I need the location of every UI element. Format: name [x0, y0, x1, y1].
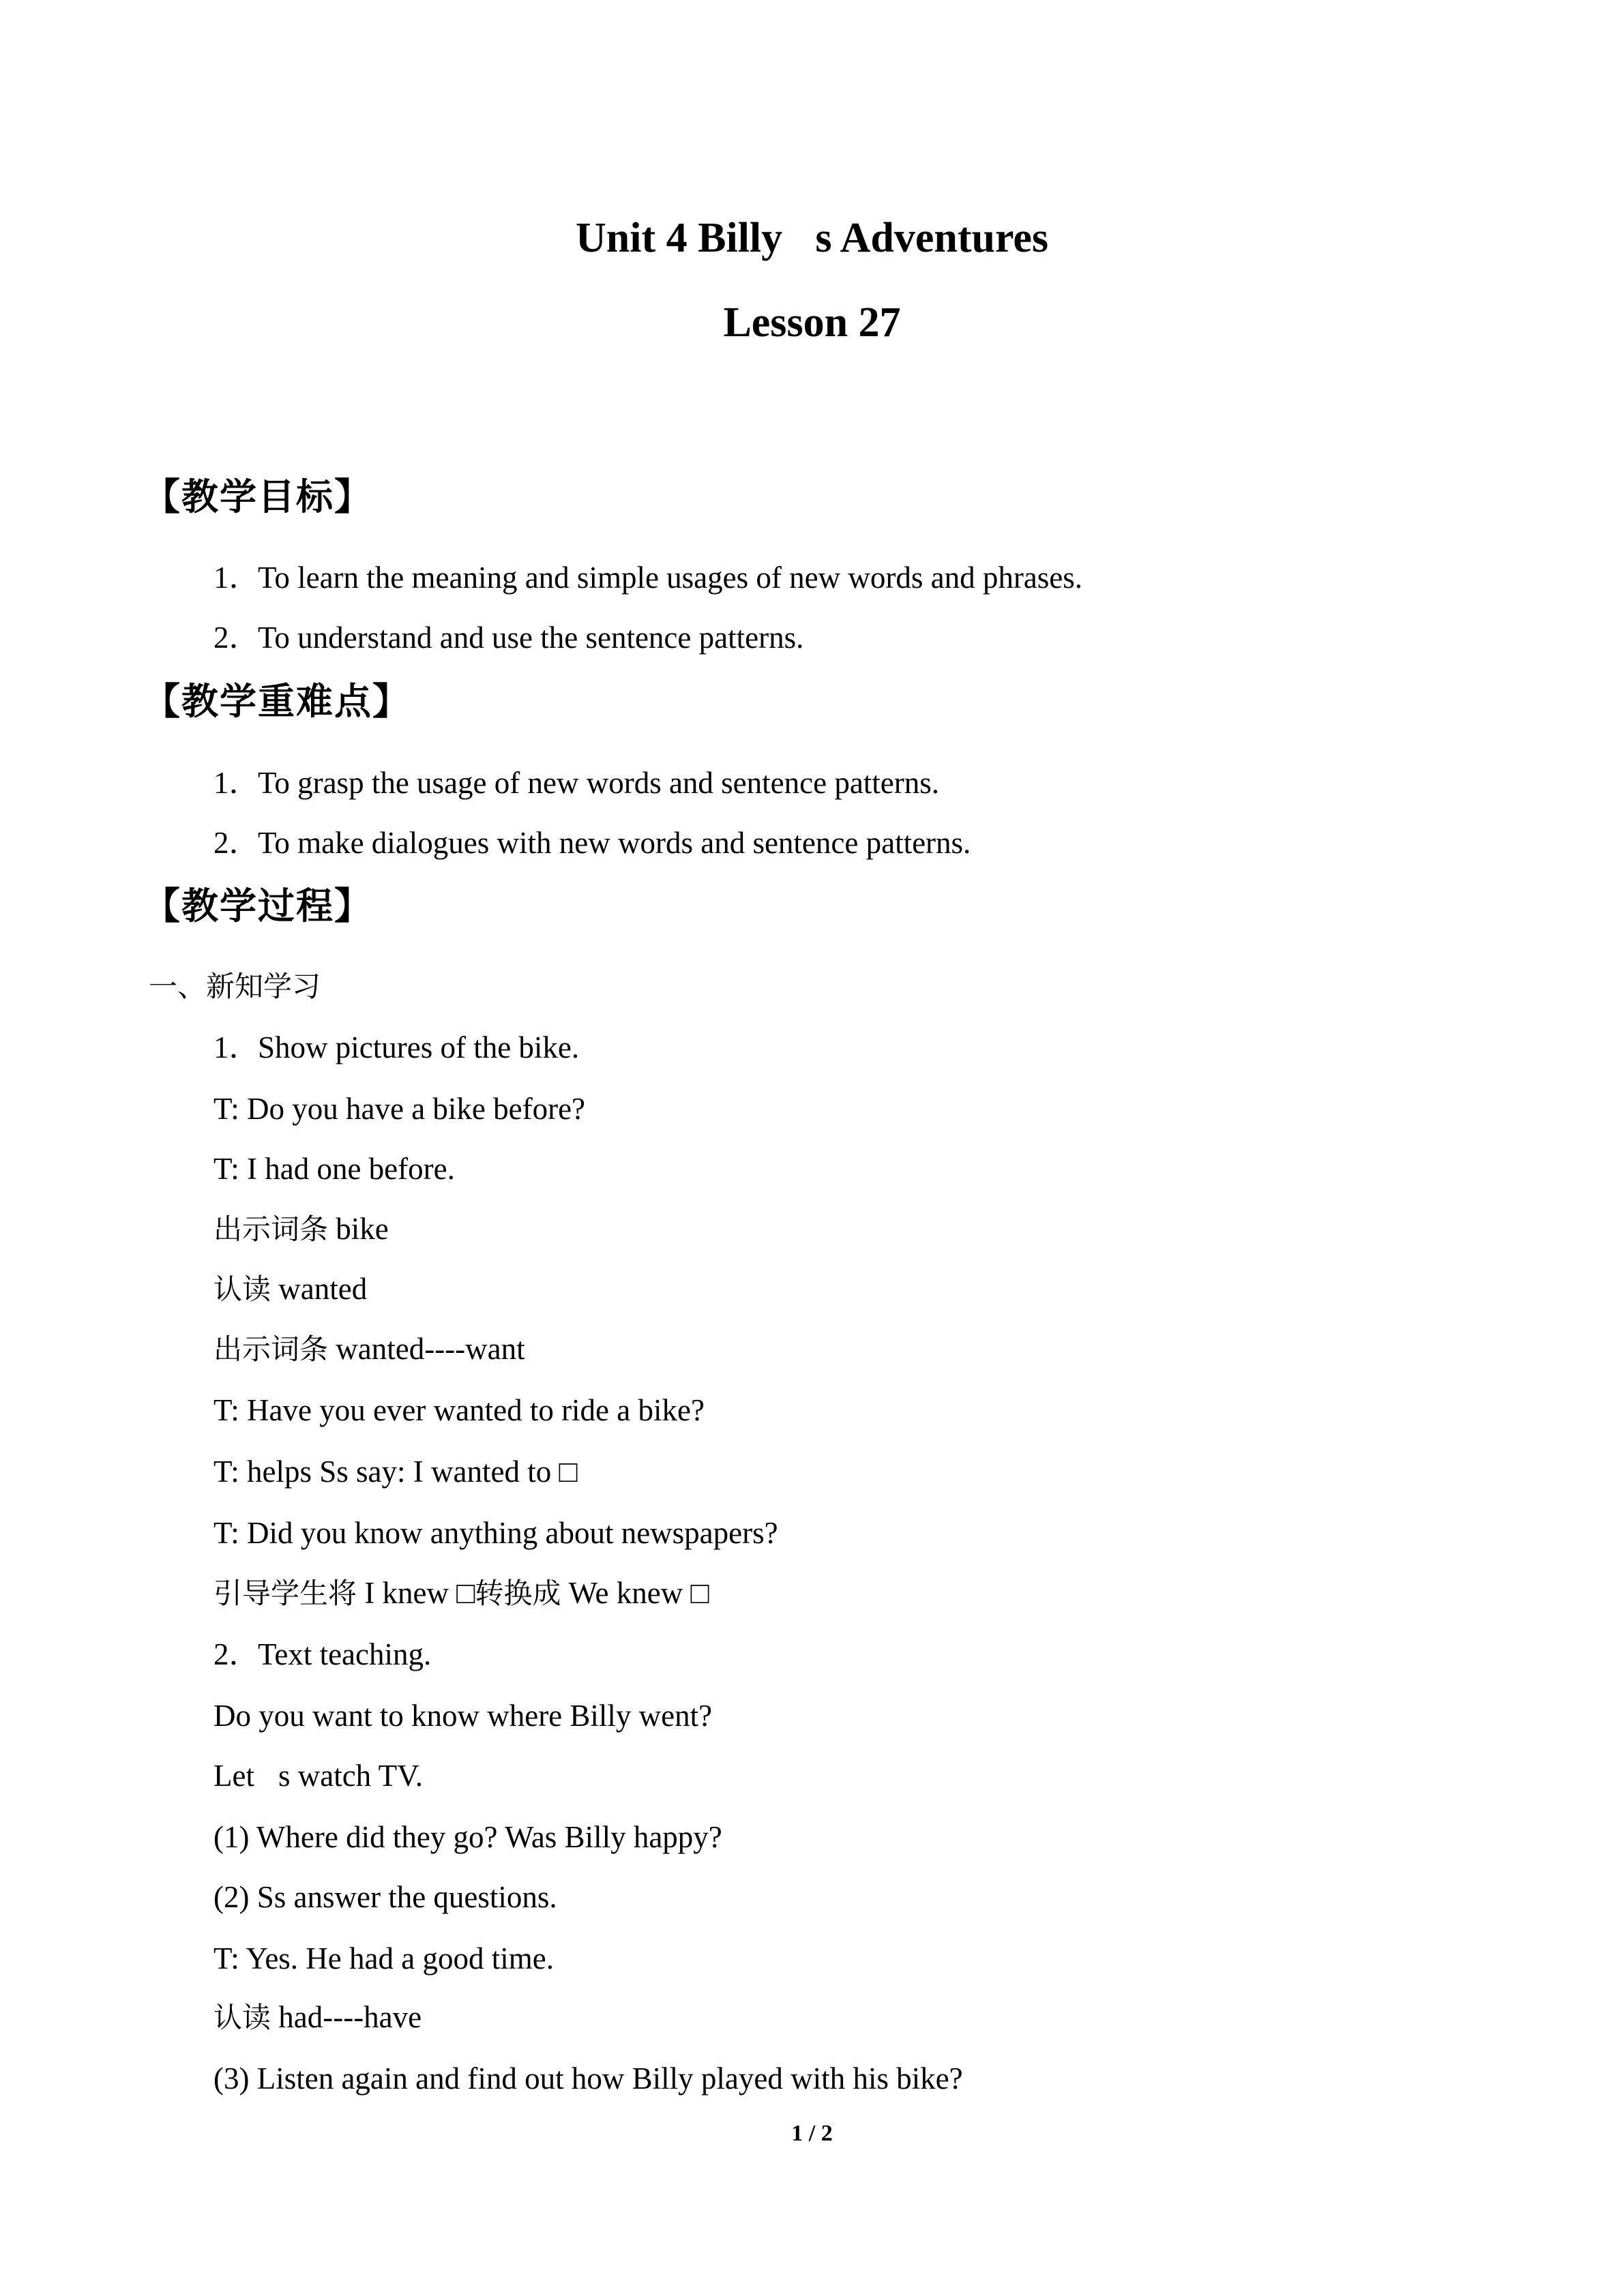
word-card-line — [213, 1214, 389, 1244]
lesson-title: Lesson 27 — [723, 299, 901, 346]
vocabulary-word: bike — [328, 1212, 389, 1246]
dialogue-line: T: Did you know anything about newspapers? — [213, 1516, 778, 1550]
section-heading-key-points: 【教学重难点】 — [143, 680, 411, 723]
item-text: To grasp the usage of new words and sentence patterns. — [258, 766, 940, 800]
vocabulary-word: wanted — [271, 1272, 368, 1306]
instruction-text: 出示词条 — [213, 1212, 329, 1246]
activity-line: (3) Listen again and find out how Billy played with his bike? — [213, 2061, 963, 2096]
document-title: Unit 4 Billy s Adventures — [575, 215, 1049, 261]
vocabulary-word: wanted----want — [328, 1332, 525, 1366]
process-step-2 — [213, 1639, 431, 1670]
section-heading-process: 【教学过程】 — [143, 884, 372, 927]
objective-item-1 — [213, 563, 1082, 593]
dialogue-line: T: Have you ever wanted to ride a bike? — [213, 1393, 705, 1427]
instruction-text: 认读 — [213, 1272, 271, 1306]
process-step-1 — [213, 1032, 579, 1063]
word-card-line — [213, 1334, 525, 1365]
instruction-text: 引导学生将 — [213, 1577, 357, 1610]
objective-item-2 — [213, 623, 803, 653]
word-card-line — [213, 2002, 422, 2033]
item-number: 1． — [213, 561, 260, 595]
word-card-line — [213, 1274, 367, 1304]
item-number: 2． — [213, 621, 260, 655]
dialogue-line: T: Yes. He had a good time. — [213, 1941, 554, 1976]
dialogue-line: T: I had one before. — [213, 1152, 455, 1186]
vocabulary-word: had----have — [271, 2000, 422, 2034]
dialogue-line: Do you want to know where Billy went? — [213, 1699, 713, 1733]
dialogue-line: Let s watch TV. — [213, 1759, 424, 1793]
page-number: 1 / 2 — [791, 2121, 833, 2146]
sentence-pattern: We knew □ — [561, 1576, 709, 1610]
item-number: 1． — [213, 766, 260, 800]
item-text: To understand and use the sentence patterns. — [258, 621, 804, 655]
key-point-item-1 — [213, 768, 939, 799]
key-point-item-2 — [213, 828, 971, 859]
dialogue-line: T: Do you have a bike before? — [213, 1092, 586, 1126]
dialogue-line: T: helps Ss say: I wanted to □ — [213, 1455, 578, 1489]
instruction-text: 转换成 — [475, 1577, 561, 1610]
sentence-pattern: I knew □ — [357, 1576, 475, 1610]
item-text: To learn the meaning and simple usages of new words and phrases. — [258, 561, 1083, 595]
part-title: 一、新知学习 — [149, 970, 321, 1003]
item-number: 2． — [213, 826, 260, 860]
item-number: 2． — [213, 1637, 260, 1671]
item-text: Show pictures of the bike. — [258, 1030, 580, 1064]
instruction-text: 出示词条 — [213, 1332, 329, 1366]
instruction-line — [213, 1578, 709, 1609]
instruction-text: 认读 — [213, 2001, 271, 2034]
item-text: To make dialogues with new words and sentence patterns. — [258, 826, 971, 860]
activity-line: (2) Ss answer the questions. — [213, 1880, 557, 1914]
activity-line: (1) Where did they go? Was Billy happy? — [213, 1820, 722, 1854]
item-text: Text teaching. — [258, 1637, 432, 1671]
item-number: 1． — [213, 1030, 260, 1064]
section-heading-objectives: 【教学目标】 — [143, 475, 372, 518]
